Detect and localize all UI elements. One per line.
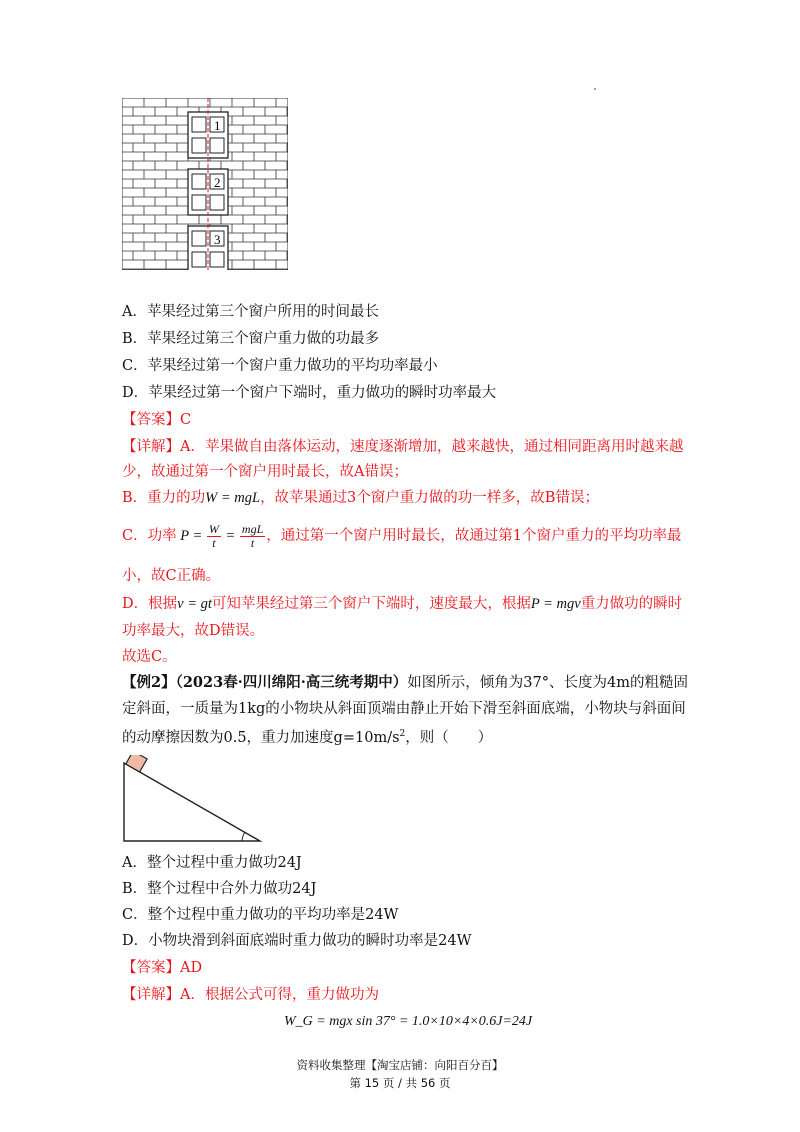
q1-option-c: C．苹果经过第一个窗户重力做功的平均功率最小: [122, 358, 438, 374]
text: ，则（ ）: [405, 729, 493, 746]
detail-label: 【详解】: [122, 439, 180, 455]
detail-text: A．苹果做自由落体运动，速度逐渐增加，越来越快，通过相同距离用时越来越: [180, 439, 684, 455]
answer-value: C: [180, 412, 192, 428]
q2-option-a: A．整个过程中重力做功24J: [122, 855, 302, 871]
text: D．根据: [122, 596, 178, 612]
incline-triangle: [124, 763, 260, 841]
window-label-1: 1: [214, 118, 221, 133]
window-label-2: 2: [214, 175, 221, 190]
q1-detail-line-7: 功率最大，故D错误。: [122, 623, 265, 639]
footer-source: 资料收集整理【淘宝店铺：向阳百分百】: [296, 1058, 504, 1072]
text: ，通过第一个窗户用时最长，故通过第1个窗户重力的平均功率最: [266, 528, 682, 544]
q2-option-b: B．整个过程中合外力做功24J: [122, 881, 317, 897]
formula-velocity: v = gt: [177, 596, 212, 612]
text: 可知苹果经过第三个窗户下端时，速度最大，根据: [211, 596, 531, 612]
text: 的动摩擦因数为0.5，重力加速度g=10m/s: [122, 729, 400, 746]
answer-label: 【答案】: [122, 412, 180, 428]
answer-label: 【答案】: [122, 960, 180, 976]
q1-detail-line-1: [122, 437, 683, 457]
q1-detail-line-6: [122, 594, 682, 614]
formula-power: P = $\frac{W}{t}$ = $\frac{\text{mgL}}{t}$: [176, 522, 264, 551]
q2-source: （2023春·四川绵阳·高三统考期中）: [175, 674, 408, 691]
detail-label: 【详解】: [122, 987, 180, 1003]
q1-option-a: A．苹果经过第三个窗户所用的时间最长: [122, 304, 379, 320]
formula-work: W = mgL: [205, 490, 261, 506]
q1-answer: [122, 410, 191, 430]
superscript: 2: [399, 729, 406, 739]
window-label-3: 3: [214, 232, 221, 247]
q2-formula: W_G = mgx sin 37° = 1.0×10×4×0.6J=24J: [284, 1014, 533, 1029]
text: B．重力的功: [122, 490, 206, 506]
q2-line-1: [122, 673, 688, 693]
text: 重力做功的瞬时: [580, 596, 683, 612]
q1-detail-line-4: [122, 521, 682, 551]
page-number: 第 15 页 / 共 56 页: [349, 1076, 451, 1090]
q1-detail-line-3: [122, 488, 599, 508]
text: C．功率: [122, 528, 177, 544]
q1-option-d: D．苹果经过第一个窗户下端时，重力做功的瞬时功率最大: [122, 385, 497, 401]
q2-option-c: C．整个过程中重力做功的平均功率是24W: [122, 907, 399, 923]
q2-option-d: D．小物块滑到斜面底端时重力做功的瞬时功率是24W: [122, 933, 472, 949]
answer-value: AD: [180, 960, 203, 976]
q2-answer: [122, 958, 202, 978]
q1-detail-line-5: 小，故C正确。: [122, 568, 221, 584]
stray-dot: [594, 88, 596, 90]
q2-line-2: 定斜面，一质量为1kg的小物块从斜面顶端由静止开始下滑至斜面底端，小物块与斜面间: [122, 701, 686, 717]
text: ，故苹果通过3个窗户重力做的功一样多，故B错误；: [260, 490, 599, 506]
detail-text: A．根据公式可得，重力做功为: [180, 987, 379, 1003]
q1-option-b: B．苹果经过第三个窗户重力做的功最多: [122, 331, 380, 347]
q2-line-3: [122, 724, 492, 748]
brick-wall-figure: [122, 98, 288, 270]
q2-label: 【例2】: [122, 674, 176, 691]
q2-text: 如图所示，倾角为37°、长度为4m的粗糙固: [407, 675, 688, 691]
incline-figure: [118, 755, 268, 847]
q1-detail-line-8: 故选C。: [122, 649, 177, 665]
formula-instant-power: P = mgv: [530, 596, 581, 612]
q2-detail: [122, 985, 379, 1005]
q1-detail-line-2: 少，故通过第一个窗户用时最长，故A错误；: [122, 464, 408, 480]
